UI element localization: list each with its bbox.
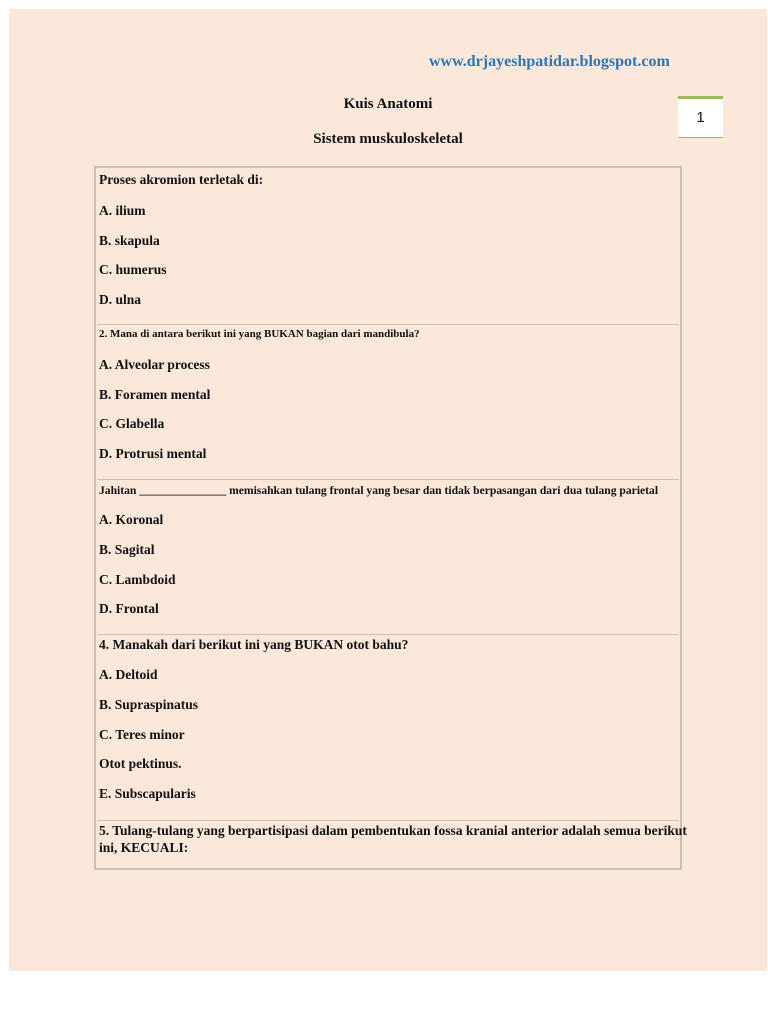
answer-option: D. Frontal [99,601,159,616]
answer-option: A. ilium [99,203,146,218]
answer-option: D. ulna [99,292,142,307]
answer-option: B. Supraspinatus [99,697,199,712]
question-cell-5 [97,820,687,868]
page-subtitle: Sistem muskuloskeletal [313,131,463,147]
answer-option: B. Sagital [99,542,155,557]
answer-option: D. Protrusi mental [99,446,207,461]
question-text: 4. Manakah dari berikut ini yang BUKAN otot bahu? [99,637,409,652]
question-text: 2. Mana di antara berikut ini yang BUKAN bagian dari mandibula? [99,328,420,340]
answer-option: A. Koronal [99,512,164,527]
answer-option: C. Glabella [99,416,165,431]
question-text: 5. Tulang-tulang yang berpartisipasi dalam pembentukan fossa kranial anterior adalah semua berikut ini, KECUALI: [99,823,687,855]
answer-option: C. Teres minor [99,727,185,742]
question-cell-3 [97,479,679,633]
answer-option: B. Foramen mental [99,387,211,402]
answer-option: C. humerus [99,262,167,277]
question-cell-4 [97,634,679,819]
question-cell-2 [97,324,679,478]
site-url[interactable]: www.drjayeshpatidar.blogspot.com [429,53,670,70]
question-text: Jahitan _______________ memisahkan tulang frontal yang besar dan tidak berpasangan dari dua tulang parietal [99,484,659,497]
answer-option: Otot pektinus. [99,756,182,771]
question-cell-1 [97,169,679,323]
answer-option: A. Alveolar process [99,357,210,372]
answer-option: E. Subscapularis [99,786,196,801]
answer-option: C. Lambdoid [99,572,176,587]
answer-option: A. Deltoid [99,667,158,682]
question-text: Proses akromion terletak di: [99,172,264,187]
page-number: 1 [678,96,723,138]
answer-option: B. skapula [99,233,160,248]
page-title: Kuis Anatomi [343,96,433,112]
document-page [9,9,767,971]
quiz-table [94,166,687,870]
